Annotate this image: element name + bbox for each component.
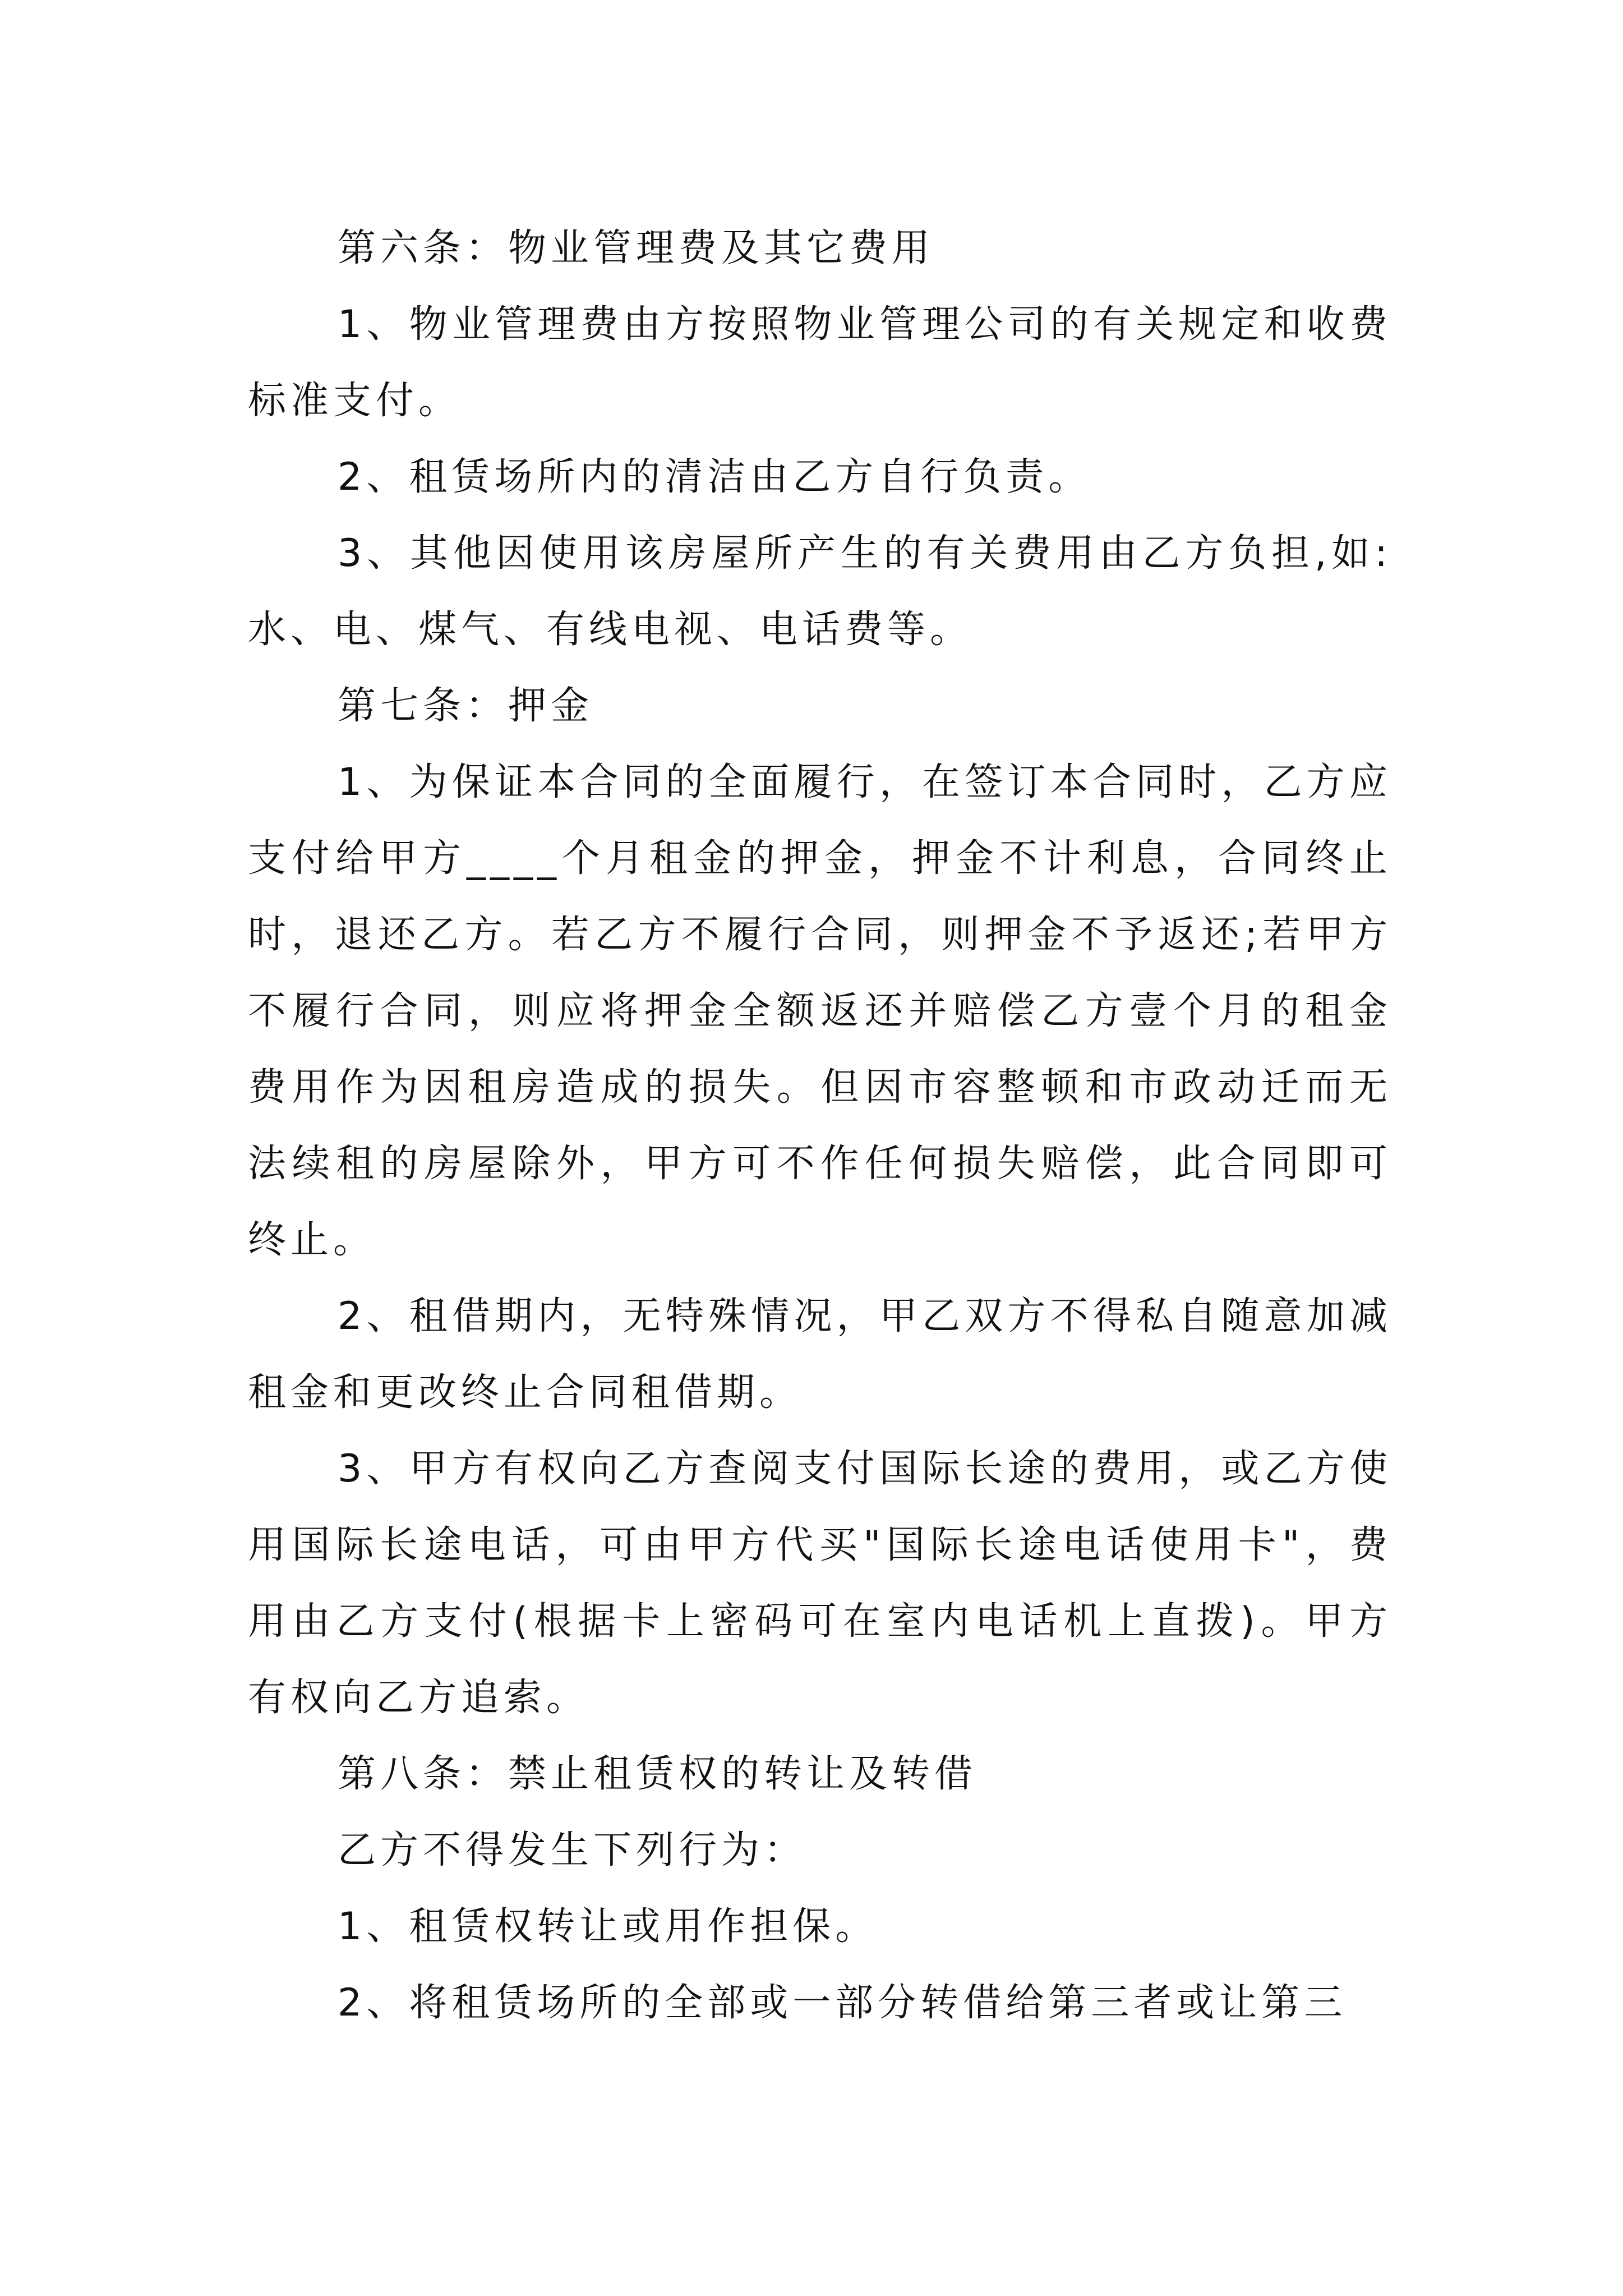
document-body xyxy=(248,210,1392,2041)
paragraph: 3、其他因使用该房屋所产生的有关费用由乙方负担,如:水、电、煤气、有线电视、电话费等。 xyxy=(248,531,1392,652)
paragraph: 2、将租赁场所的全部或一部分转借给第三者或让第三 xyxy=(338,1981,1347,2025)
paragraph: 1、租赁权转让或用作担保。 xyxy=(338,1904,878,1949)
paragraph: 1、物业管理费由方按照物业管理公司的有关规定和收费标准支付。 xyxy=(248,302,1392,423)
section-heading-6: 第六条：物业管理费及其它费用 xyxy=(338,226,935,270)
paragraph: 乙方不得发生下列行为： xyxy=(338,1828,807,1872)
section-heading-7: 第七条：押金 xyxy=(338,684,594,728)
paragraph: 1、为保证本合同的全面履行，在签订本合同时，乙方应支付给甲方____个月租金的押金，押金不计利息，合同终止时，退还乙方。若乙方不履行合同，则押金不予返还;若甲方不履行合同，则应将押金全额返还并赔偿乙方壹个月的租金费用作为因租房造成的损失。但因市容整顿和市政动迁而无法续租的房屋除外，甲方可不作任何损失赔偿，此合同即可终止。 xyxy=(248,760,1392,1262)
paragraph: 2、租借期内，无特殊情况，甲乙双方不得私自随意加减租金和更改终止合同租借期。 xyxy=(248,1294,1392,1415)
paragraph: 2、租赁场所内的清洁由乙方自行负责。 xyxy=(338,455,1091,499)
paragraph: 3、甲方有权向乙方查阅支付国际长途的费用，或乙方使用国际长途电话，可由甲方代买"国际长途电话使用卡"，费用由乙方支付(根据卡上密码可在室内电话机上直拨)。甲方有权向乙方追索。 xyxy=(248,1447,1392,1720)
section-heading-8: 第八条：禁止租赁权的转让及转借 xyxy=(338,1752,978,1796)
